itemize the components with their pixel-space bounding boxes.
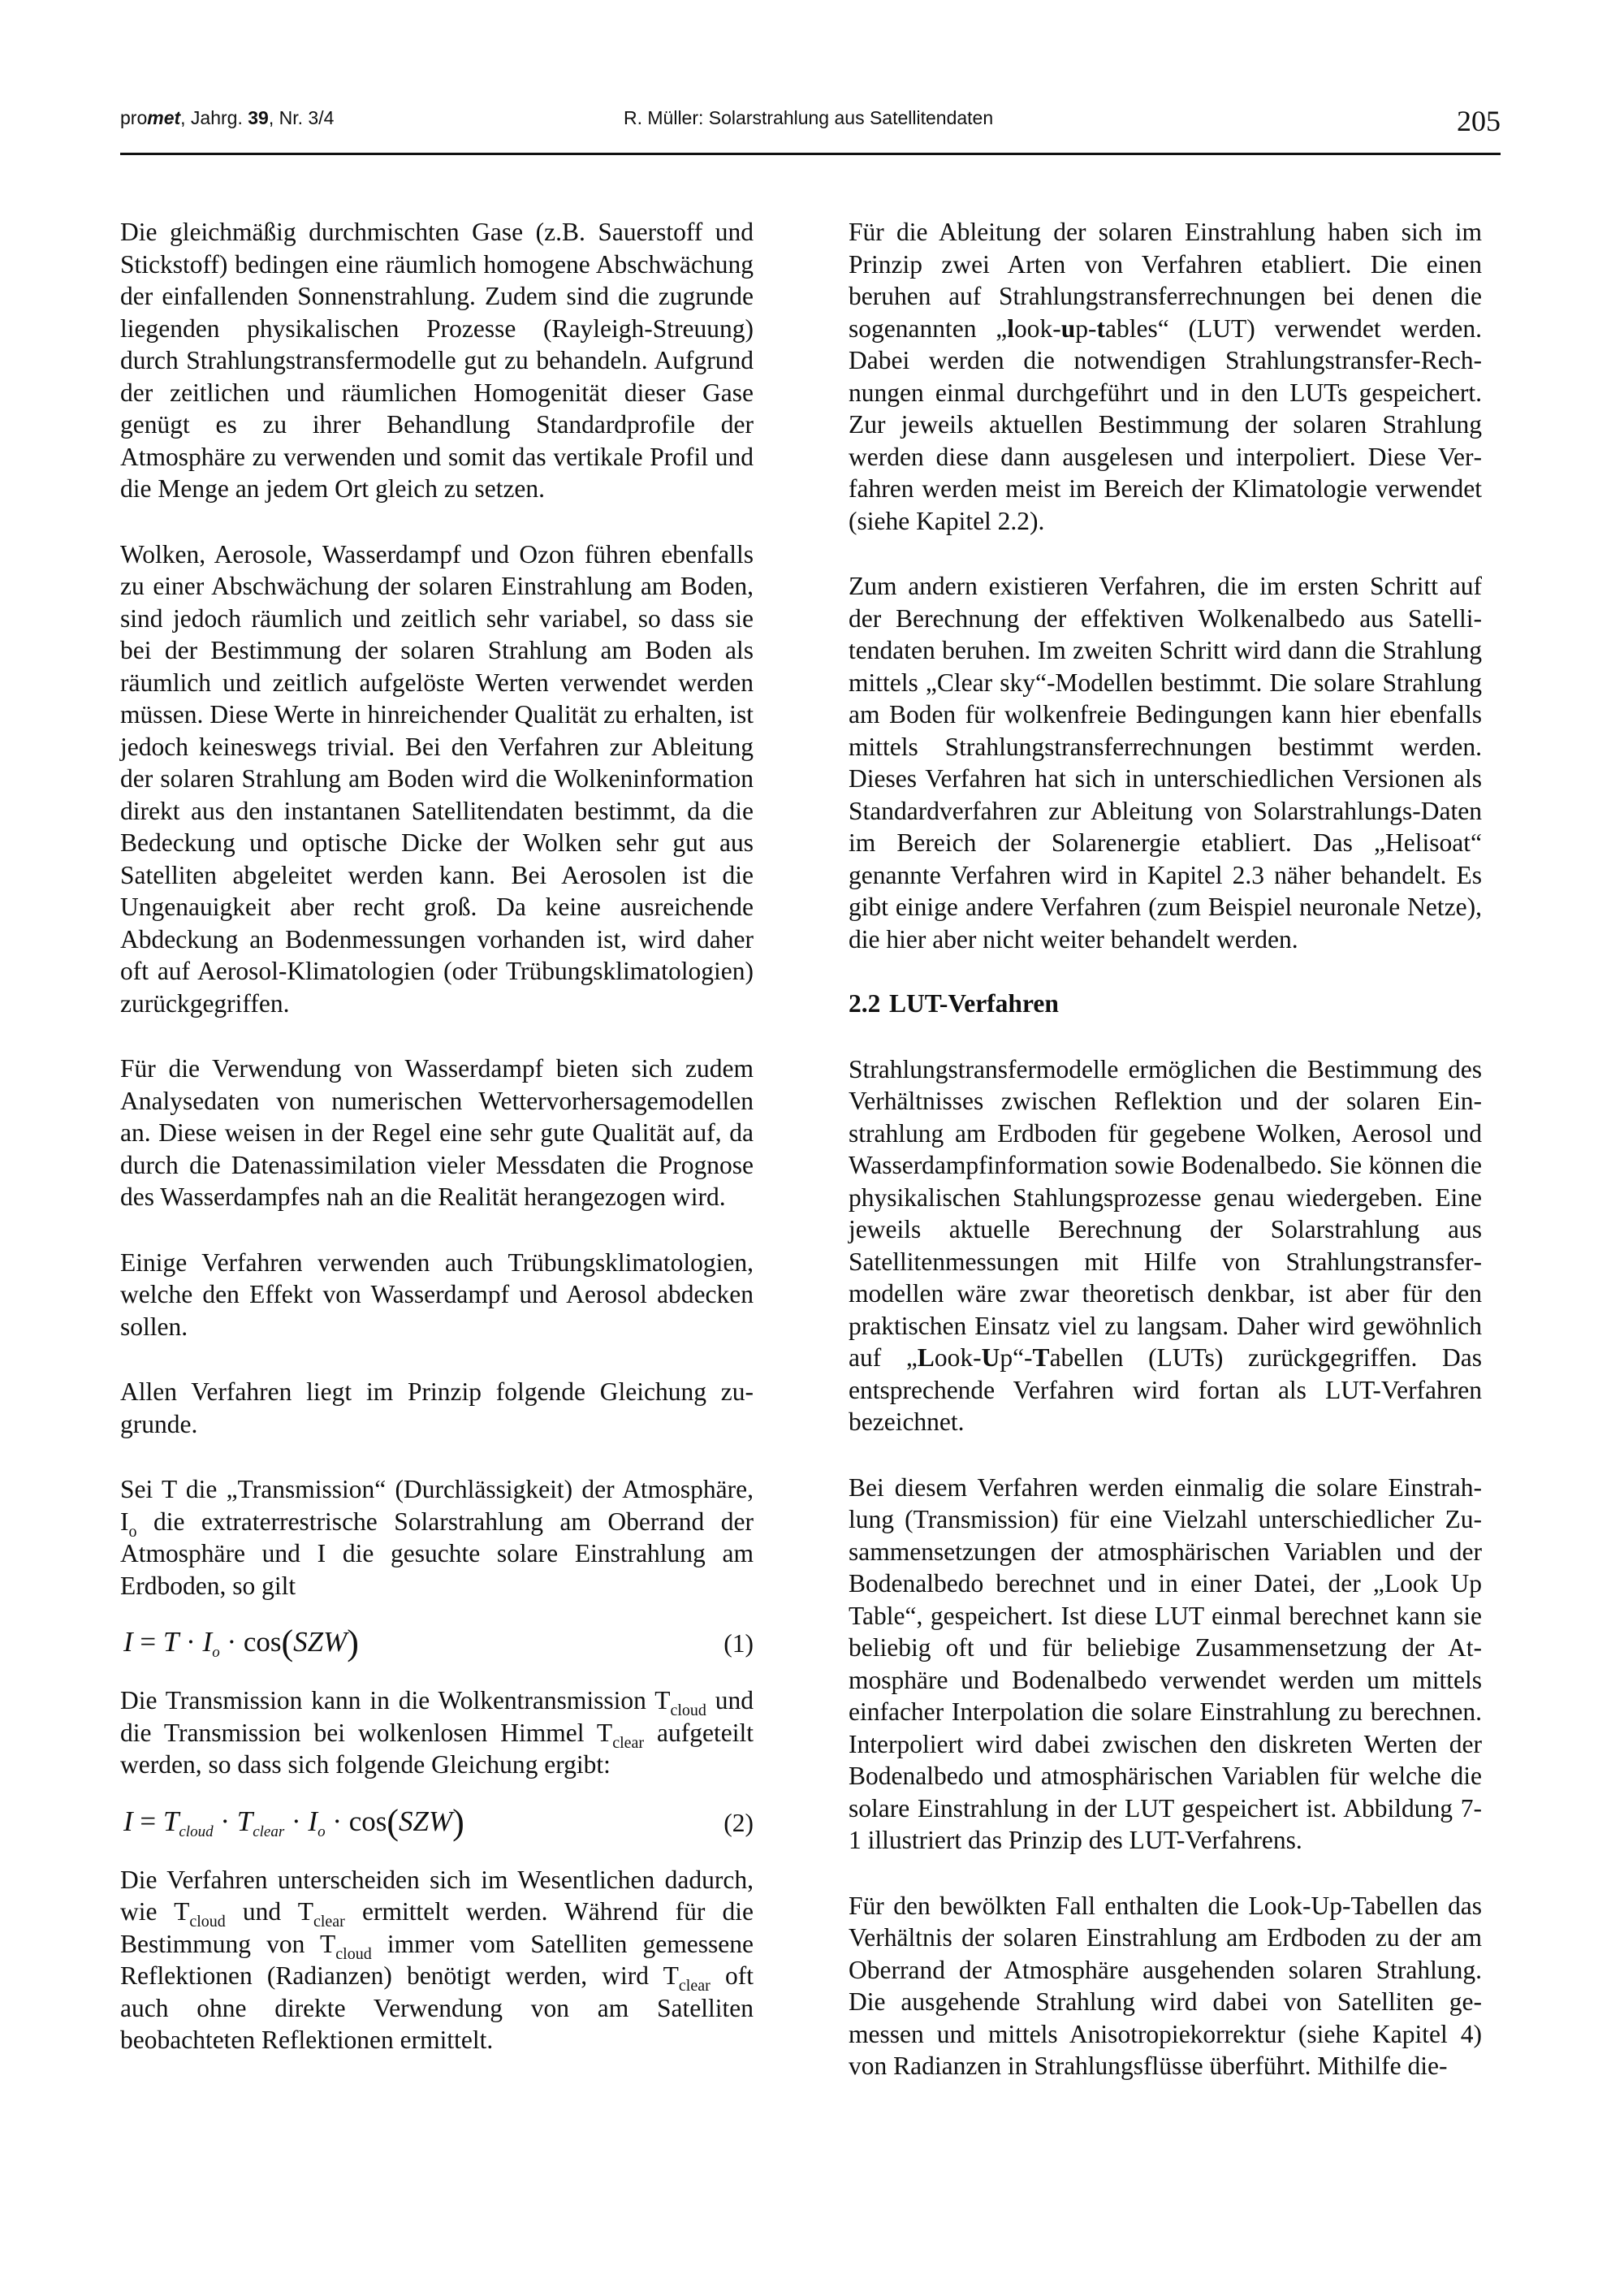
paragraph: Strahlungstransfermodelle ermöglichen die Bestimmung des Verhältnisses zwischen Reflektion und der solaren Einstrahlung am Erdboden für gegebene Wolken, Aerosol und Wasserdampfinformation sowie Bodenalbedo. Sie können die physikalischen Stahlungsprozesse genau wiedergeben. Eine jeweils aktuelle Berechnung der Solarstrahlung aus Satellitenmessungen mit Hilfe von Strahlungstransfermodellen wäre zwar theoretisch denkbar, ist aber für den praktischen Einsatz viel zu langsam. Daher wird gewöhnlich auf „Look-Up“-Tabellen (LUTs) zurückgegriffen. Das entsprechende Verfahren wird fortan als LUT-Verfahren bezeichnet. — [849, 1054, 1482, 1436]
section-heading — [849, 988, 1482, 1020]
equation-2 — [120, 1802, 754, 1849]
equation-body: $I = T \cdot I_o \cdot \cos(SZW)$ — [123, 1623, 359, 1663]
page-number: 205 — [1457, 105, 1501, 137]
paragraph: Die gleichmäßig durchmischten Gase (z.B. Sauerstoff und Stickstoff) bedingen eine räumlich homogene Abschwächung der einfallenden Sonnenstrahlung. Zudem sind die zugrunde liegenden physikalischen Prozesse (Rayleigh-Streuung) durch Strahlungstransfermodelle gut zu behandeln. Aufgrund der zeitlichen und räumlichen Homogenität dieser Gase genügt es zu ihrer Behandlung Standardprofile der Atmosphäre zu verwenden und somit das vertikale Profil und die Menge an jedem Ort gleich zu setzen. — [120, 218, 754, 503]
journal-citation: promet, Jahrg. 39, Nr. 3/4 — [120, 107, 335, 128]
running-title: R. Müller: Solarstrahlung aus Satellitendaten — [624, 107, 994, 128]
paragraph: Für den bewölkten Fall enthalten die Look-Up-Tabellen das Verhältnis der solaren Einstrahlung am Erdboden zu der am Oberrand der Atmosphäre ausgehenden solaren Strahlung. Die ausgehende Strahlung wird dabei von Satelliten gemessen und mittels Anisotropiekorrektur (siehe Kapitel 4) von Radianzen in Strahlungsflüsse überführt. Mithilfe die- — [849, 1891, 1482, 2080]
section-number: 2.2 — [849, 989, 881, 1018]
paragraph: Die Verfahren unterscheiden sich im Wesentlichen dadurch, wie $T_{cloud}$ und $T_{clear}$ ermittelt werden. Während für die Bestimmung von $T_{cloud}$ immer vom Satelliten gemessene Reflektionen (Radianzen) benötigt werden, wird $T_{clear}$ oft auch ohne direkte Verwendung von am Satelliten beobachteten Reflektionen ermittelt. — [120, 1865, 754, 2054]
section-title: LUT-Verfahren — [889, 989, 1059, 1018]
paragraph: Sei T die „Transmission“ (Durchlässigkeit) der Atmosphäre, $I_o$ die extraterrestrische Solarstrahlung am Oberrand der Atmosphäre und I die gesuchte solare Einstrahlung am Erdboden, so gilt — [120, 1475, 754, 1600]
paragraph: Die Transmission kann in die Wolkentransmission $T_{cloud}$ und die Transmission bei wolkenlosen Himmel $T_{clear}$ aufgeteilt werden, so dass sich folgende Gleichung ergibt: — [120, 1686, 754, 1779]
paragraph: Allen Verfahren liegt im Prinzip folgende Gleichung zugrunde. — [120, 1377, 754, 1438]
equation-body: $I = T_{cloud} \cdot T_{clear} \cdot I_o \cdot \cos(SZW)$ — [123, 1801, 464, 1842]
page-header — [120, 104, 1501, 145]
paragraph: Für die Ableitung der solaren Einstrahlung haben sich im Prinzip zwei Arten von Verfahren etabliert. Die einen beruhen auf Strahlungstransferrechnungen bei denen die sogenannten „look-up-tables“ (LUT) verwendet werden. Dabei werden die notwendigen Strahlungstransfer-Rechnungen einmal durchgeführt und in den LUTs gespeichert. Zur jeweils aktuellen Bestimmung der solaren Strahlung werden diese dann ausgelesen und interpoliert. Diese Verfahren werden meist im Bereich der Klimatologie verwendet (siehe Kapitel 2.2). — [849, 218, 1482, 535]
equation-number: (1) — [723, 1629, 754, 1658]
equation-1 — [120, 1623, 754, 1670]
left-column — [120, 216, 754, 2056]
paragraph: Wolken, Aerosole, Wasserdampf und Ozon führen ebenfalls zu einer Abschwächung der solaren Einstrahlung am Boden, sind jedoch räumlich und zeitlich sehr variabel, so dass sie bei der Bestimmung der solaren Strahlung am Boden als räumlich und zeitlich aufgelöste Werten verwendet werden müssen. Diese Werte in hinreichender Qualität zu erhalten, ist jedoch keineswegs trivial. Bei den Verfahren zur Ableitung der solaren Strahlung am Boden wird die Wolkeninformation direkt aus den instantanen Satellitendaten bestimmt, da die Bedeckung und optische Dicke der Wolken sehr gut aus Satelliten abgeleitet werden kann. Bei Aerosolen ist die Ungenauigkeit aber recht groß. Da keine ausreichende Abdeckung an Bodenmessungen vorhanden ist, wird daher oft auf Aerosol-Klimatologien (oder Trübungsklimatologien) zurückgegriffen. — [120, 539, 754, 1018]
paragraph: Für die Verwendung von Wasserdampf bieten sich zudem Analysedaten von numerischen Wettervorhersagemodellen an. Diese weisen in der Regel eine sehr gute Qualität auf, da durch die Datenassimilation vieler Messdaten die Prognose des Wasserdampfes nah an die Realität herangezogen wird. — [120, 1054, 754, 1211]
equation-number: (2) — [723, 1808, 754, 1837]
paragraph: Bei diesem Verfahren werden einmalig die solare Einstrahlung (Transmission) für eine Vielzahl unterschiedlicher Zusammensetzungen der atmosphärischen Variablen und der Bodenalbedo berechnet und in einer Datei, der „Look Up Table“, gespeichert. Ist diese LUT einmal berechnet kann sie beliebig oft und für beliebige Zusammensetzung der Atmosphäre und Bodenalbedo verwendet werden um mittels einfacher Interpolation die solare Einstrahlung zu berechnen. Interpoliert wird dabei zwischen den diskreten Werten der Bodenalbedo und atmosphärischen Variablen für welche die solare Einstrahlung in der LUT gespeichert ist. Abbildung 7-1 illustriert das Prinzip des LUT-Verfahrens. — [849, 1472, 1482, 1854]
paragraph: Zum andern existieren Verfahren, die im ersten Schritt auf der Berechnung der effektiven Wolkenalbedo aus Satellitendaten beruhen. Im zweiten Schritt wird dann die Strahlung mittels „Clear sky“-Modellen bestimmt. Die solare Strahlung am Boden für wolkenfreie Bedingungen kann hier ebenfalls mittels Strahlungstransferrechnungen bestimmt werden. Dieses Verfahren hat sich in unterschiedlichen Versionen als Standardverfahren zur Ableitung von Solarstrahlungs-Daten im Bereich der Solarenergie etabliert. Das „Helisoat“ genannte Verfahren wird in Kapitel 2.3 näher behandelt. Es gibt einige andere Verfahren (zum Beispiel neuronale Netze), die hier aber nicht weiter behandelt werden. — [849, 572, 1482, 953]
right-column — [849, 216, 1482, 2082]
paragraph: Einige Verfahren verwenden auch Trübungsklimatologien, welche den Effekt von Wasserdampf und Aerosol abdecken sollen. — [120, 1247, 754, 1341]
header-rule — [120, 153, 1501, 155]
